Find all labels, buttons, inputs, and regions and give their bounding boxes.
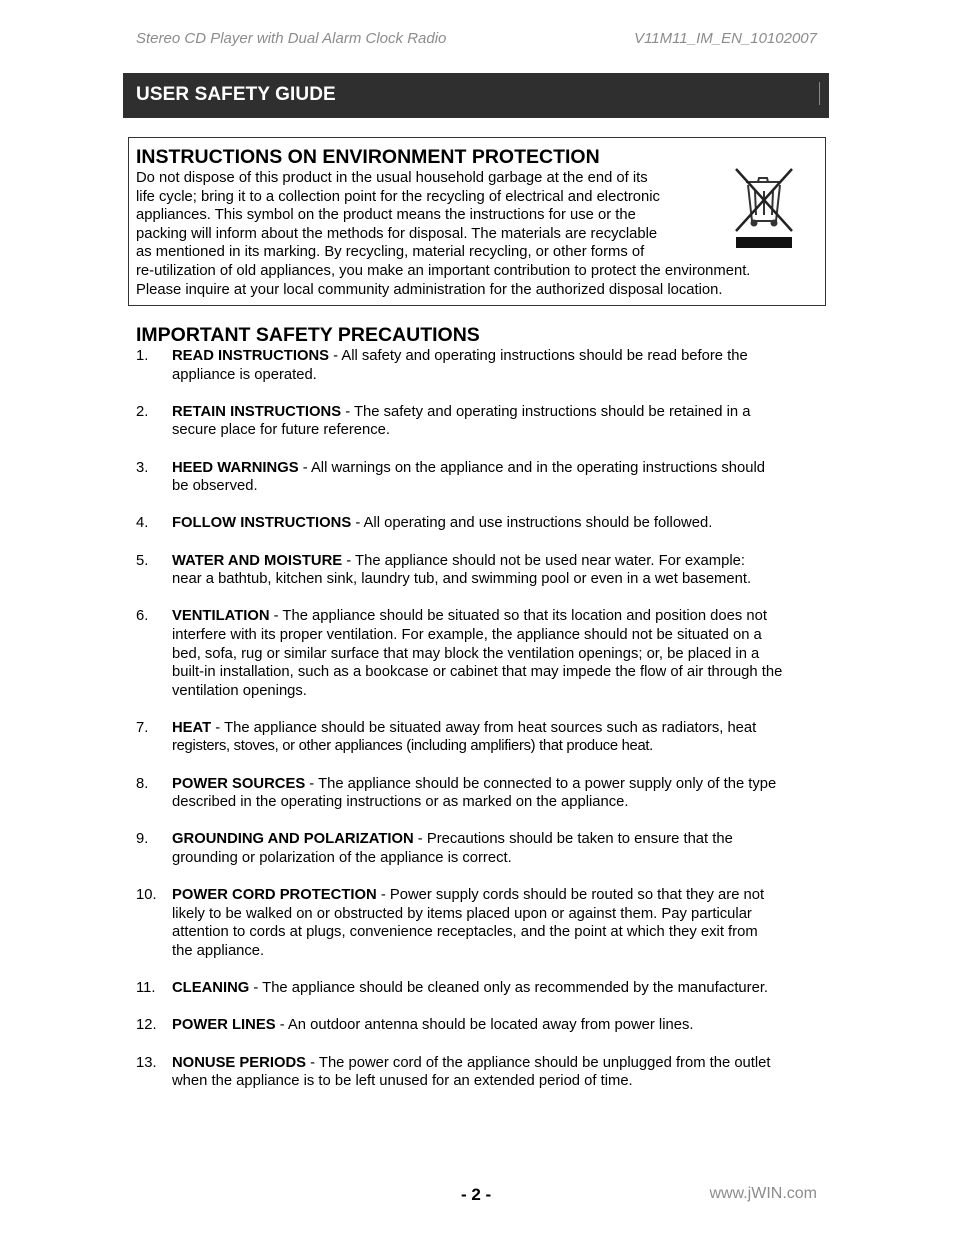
item-term: POWER LINES [172, 1017, 276, 1034]
item-text: secure place for future reference. [172, 422, 390, 439]
item-term: CLEANING [172, 980, 250, 997]
item-term: FOLLOW INSTRUCTIONS [172, 515, 352, 532]
item-text: bed, sofa, rug or similar surface that may block the ventilation openings; or, be placed in a [172, 645, 760, 662]
item-number: 12. [136, 1017, 157, 1034]
precautions-title: IMPORTANT SAFETY PRECAUTIONS [136, 324, 480, 346]
item-number: 4. [136, 515, 149, 532]
list-item [136, 514, 826, 533]
banner-title: USER SAFETY GIUDE [136, 84, 336, 105]
list-item [136, 1016, 826, 1035]
header-document-code: V11M11_IM_EN_10102007 [634, 30, 817, 47]
list-item [136, 830, 826, 867]
environment-line: re-utilization of old appliances, you make an important contribution to protect the environment. [136, 262, 751, 279]
list-item [136, 459, 826, 496]
item-text: - The appliance should be connected to a power supply only of the type [305, 775, 777, 792]
item-number: 11. [136, 980, 156, 997]
item-number: 8. [136, 775, 149, 792]
item-text: grounding or polarization of the appliance is correct. [172, 850, 512, 867]
item-term: HEED WARNINGS [172, 459, 299, 476]
list-item [136, 552, 826, 589]
environment-line: Please inquire at your local community administration for the authorized disposal location. [136, 281, 723, 298]
footer-website-link[interactable]: www.jWIN.com [709, 1185, 817, 1202]
item-text: - Precautions should be taken to ensure that the [413, 831, 733, 848]
list-item [136, 607, 826, 700]
item-text: attention to cords at plugs, convenience receptacles, and the point at which they exit from [172, 924, 758, 941]
item-text: - All safety and operating instructions should be read before the [329, 348, 748, 364]
item-text: - The safety and operating instructions should be retained in a [341, 403, 751, 420]
item-text: registers, stoves, or other appliances (including amplifiers) that produce heat. [172, 738, 653, 755]
item-number: 2. [136, 403, 149, 420]
item-number: 6. [136, 608, 149, 625]
item-text: - The appliance should be situated away from heat sources such as radiators, heat [211, 719, 757, 736]
list-item [136, 979, 826, 998]
item-text: - The appliance should not be used near water. For example: [342, 552, 745, 569]
header-product-title: Stereo CD Player with Dual Alarm Clock Radio [136, 30, 447, 47]
item-number: 10. [136, 887, 157, 904]
item-text: near a bathtub, kitchen sink, laundry tub, and swimming pool or even in a wet basement. [172, 571, 752, 588]
item-text: interfere with its proper ventilation. For example, the appliance should not be situated on a [172, 626, 762, 643]
item-term: GROUNDING AND POLARIZATION [172, 831, 414, 848]
item-text: likely to be walked on or obstructed by items placed upon or against them. Pay particular [172, 905, 752, 922]
precautions-list [136, 347, 826, 1109]
list-item [136, 347, 826, 384]
item-text: - All operating and use instructions should be followed. [351, 515, 713, 532]
environment-line: Do not dispose of this product in the usual household garbage at the end of its [136, 170, 648, 186]
item-text: - An outdoor antenna should be located away from power lines. [275, 1017, 694, 1034]
environment-protection-box [128, 137, 826, 306]
list-item [136, 719, 826, 756]
item-number: 7. [136, 719, 149, 736]
item-number: 1. [136, 348, 149, 364]
list-item [136, 886, 826, 960]
item-term: HEAT [172, 719, 212, 736]
item-term: VENTILATION [172, 608, 270, 625]
item-number: 13. [136, 1054, 157, 1071]
item-term: POWER SOURCES [172, 775, 306, 792]
environment-line: life cycle; bring it to a collection point for the recycling of electrical and electronic [136, 188, 660, 205]
item-text: built-in installation, such as a bookcase or cabinet that may impede the flow of air through the [172, 664, 783, 681]
list-item [136, 403, 826, 440]
environment-title: INSTRUCTIONS ON ENVIRONMENT PROTECTION [136, 146, 600, 168]
item-text: ventilation openings. [172, 682, 307, 699]
environment-text [136, 169, 821, 299]
item-number: 3. [136, 459, 149, 476]
item-text: the appliance. [172, 943, 265, 959]
item-term: WATER AND MOISTURE [172, 552, 343, 569]
item-term: POWER CORD PROTECTION [172, 887, 377, 904]
item-text: when the appliance is to be left unused for an extended period of time. [172, 1073, 633, 1090]
page-number: - 2 - [461, 1185, 492, 1204]
item-text: - Power supply cords should be routed so that they are not [376, 887, 765, 904]
environment-line: appliances. This symbol on the product means the instructions for use or the [136, 207, 636, 224]
item-text: - The power cord of the appliance should be unplugged from the outlet [306, 1054, 771, 1071]
item-term: RETAIN INSTRUCTIONS [172, 403, 342, 420]
item-term: NONUSE PERIODS [172, 1054, 307, 1071]
item-text: be observed. [172, 478, 258, 495]
item-text: - The appliance should be situated so that its location and position does not [269, 608, 767, 625]
environment-line: as mentioned in its marking. By recycling, material recycling, or other forms of [136, 244, 645, 261]
list-item [136, 1054, 826, 1091]
item-number: 9. [136, 831, 149, 848]
crossed-out-wheelie-bin-icon [732, 165, 796, 251]
item-text: - The appliance should be cleaned only as recommended by the manufacturer. [249, 980, 769, 997]
item-number: 5. [136, 552, 149, 569]
item-text: appliance is operated. [172, 366, 317, 383]
list-item [136, 775, 826, 812]
item-text: described in the operating instructions or as marked on the appliance. [172, 794, 629, 811]
item-term: READ INSTRUCTIONS [172, 348, 330, 364]
section-banner [123, 73, 829, 118]
item-text: - All warnings on the appliance and in the operating instructions should [298, 459, 766, 476]
environment-line: packing will inform about the methods for disposal. The materials are recyclable [136, 225, 658, 242]
